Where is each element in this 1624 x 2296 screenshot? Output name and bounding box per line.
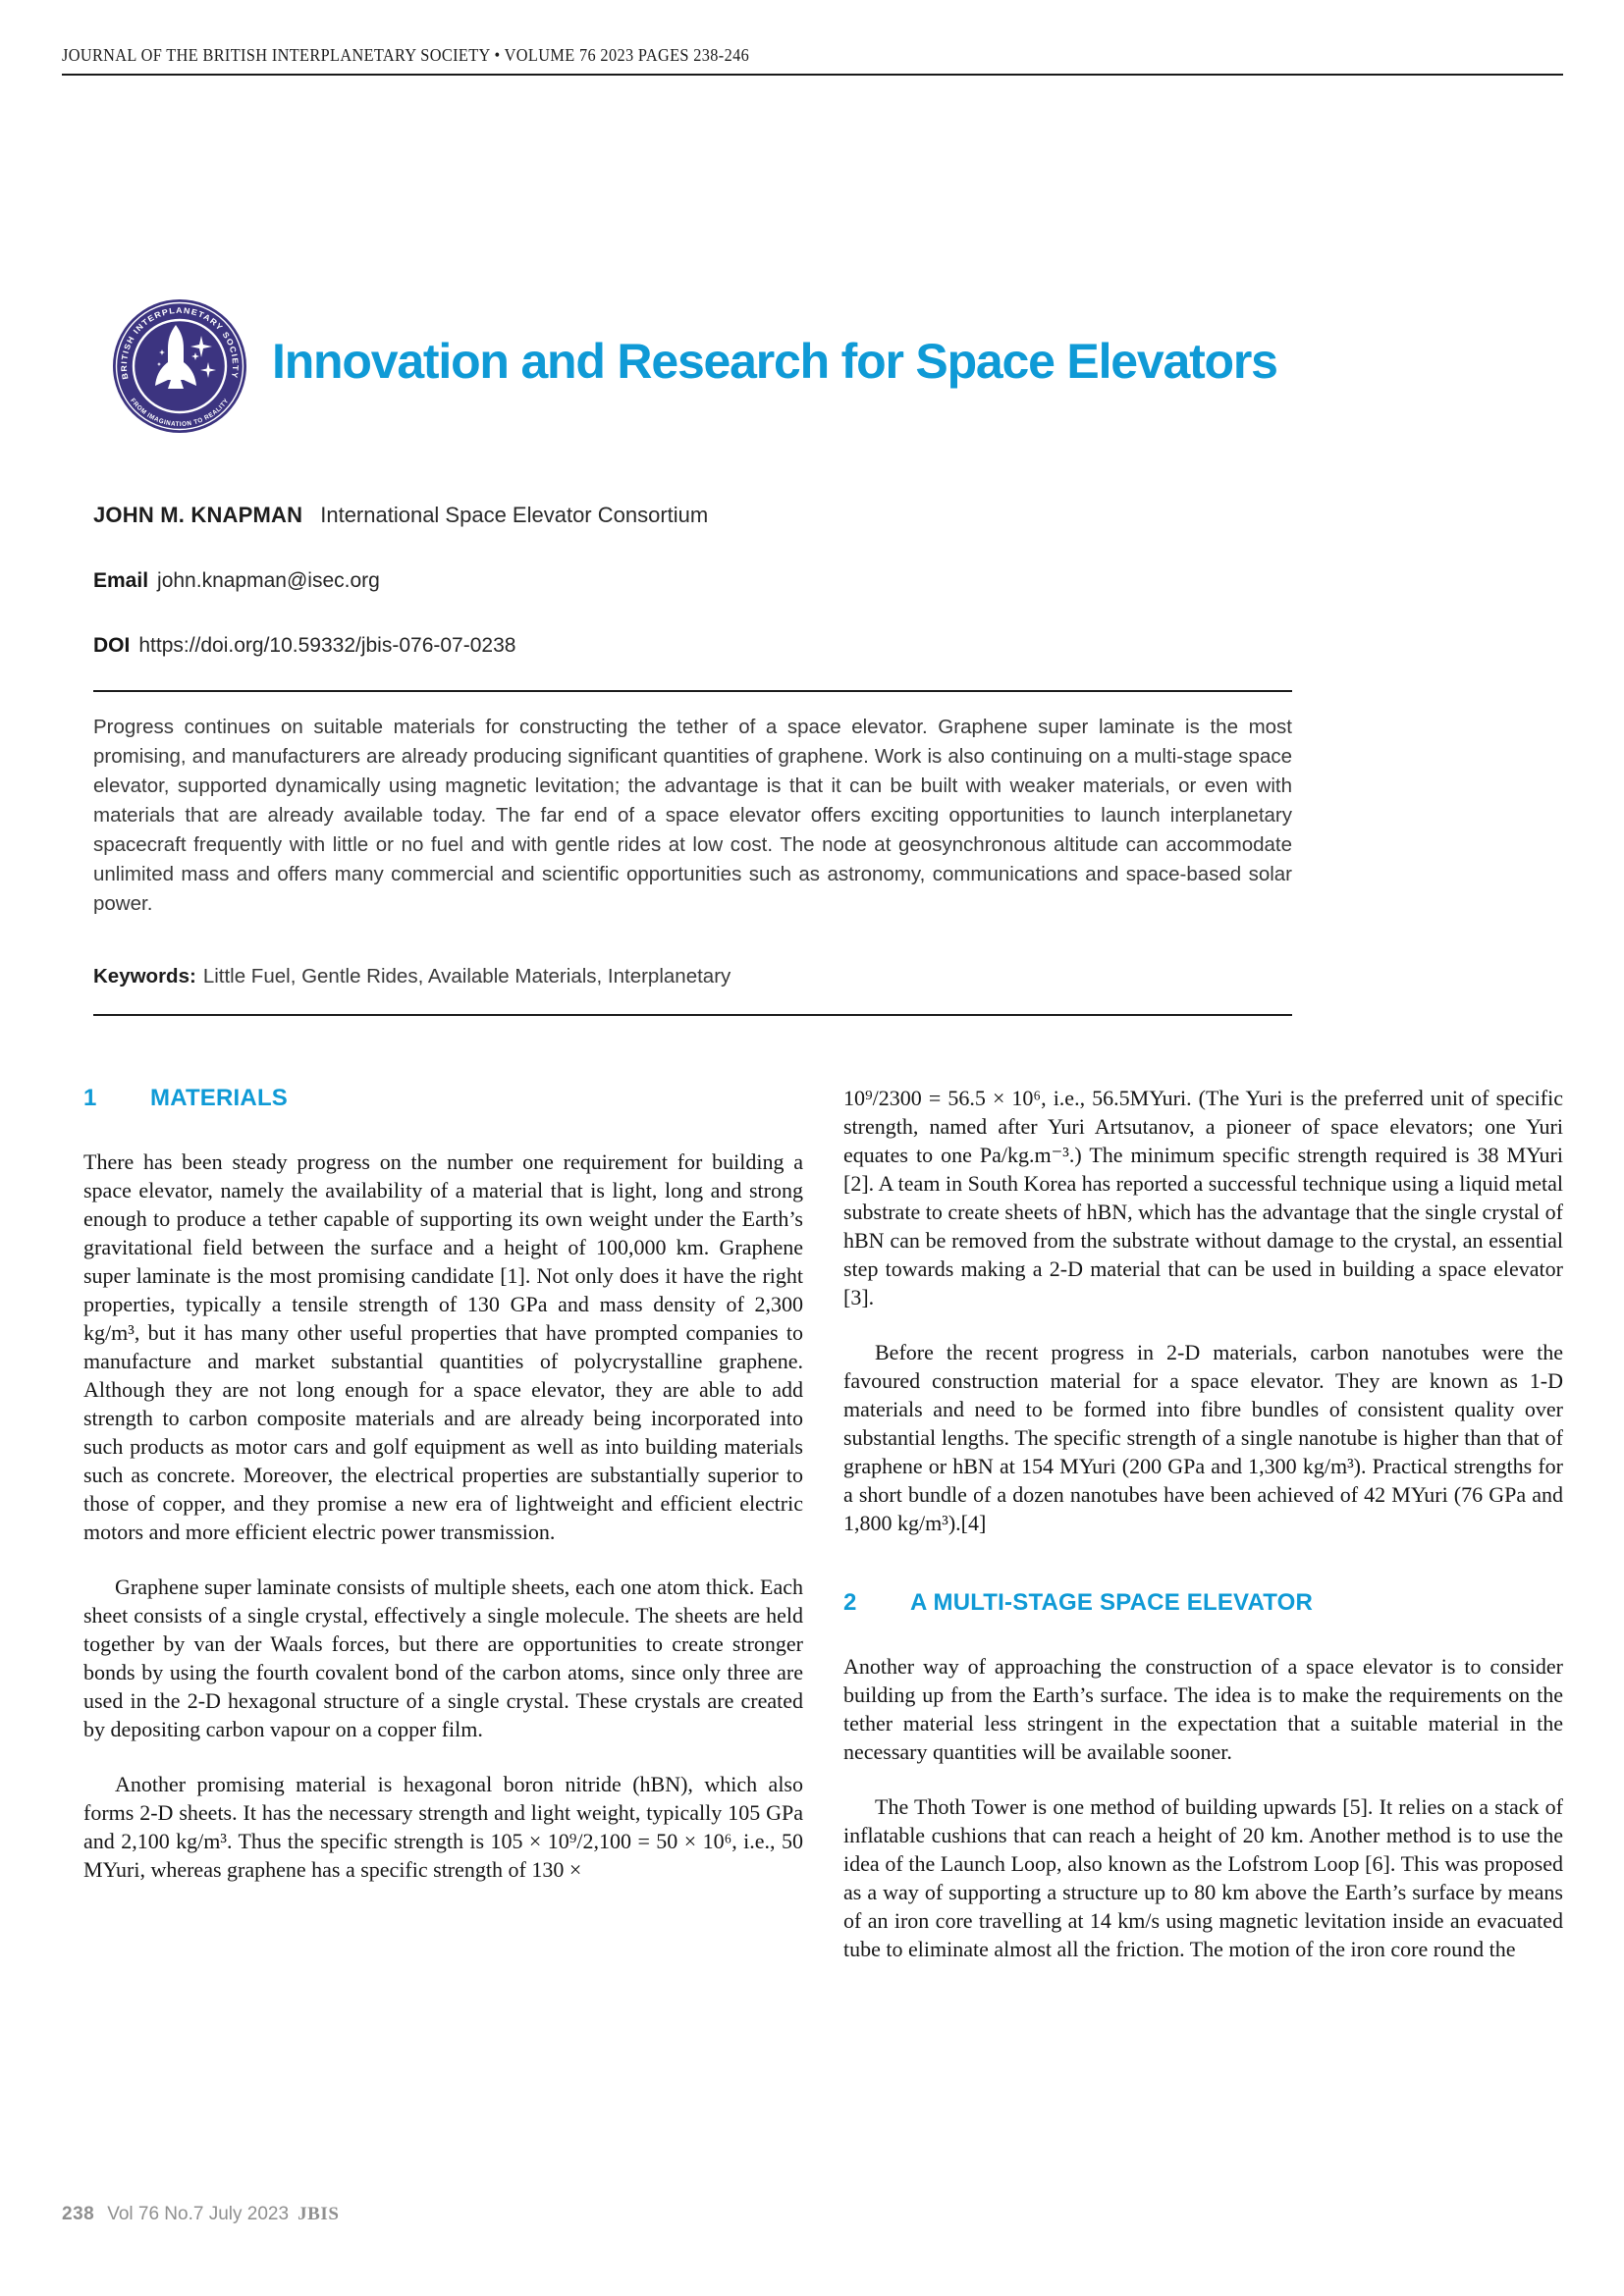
author-affiliation: International Space Elevator Consortium (320, 503, 709, 527)
abstract-divider-bottom (93, 1014, 1292, 1016)
bis-society-logo (111, 297, 248, 435)
body-column-right (843, 1084, 1563, 1963)
keywords-line (93, 965, 731, 988)
section-title: MATERIALS (150, 1085, 289, 1111)
logo-top-text: BRITISH INTERPLANETARY SOCIETY (119, 305, 241, 381)
body-paragraph: 10⁹/2300 = 56.5 × 10⁶, i.e., 56.5MYuri. (The Yuri is the preferred unit of specific strength, named after Yuri Artsutanov, a pioneer of space elevators; one Yuri equates to one Pa/kg.m⁻³.) The minimum specific strength required is 38 MYuri [2]. A team in South Korea has reported a successful technique using a liquid metal substrate to create sheets of hBN, which has the advantage that the single crystal of hBN can be removed from the substrate without damage to the crystal, an essential step towards making a 2-D material that can be used in building a space elevator [3]. (843, 1086, 1563, 1309)
email-value: john.knapman@isec.org (157, 569, 380, 592)
footer-journal-name: JBIS (298, 2204, 340, 2224)
section-heading (83, 1084, 803, 1112)
body-paragraph: Another promising material is hexagonal boron nitride (hBN), which also forms 2-D sheets. It has the necessary strength and light weight, typically 105 GPa and 2,100 kg/m³. Thus the specific strength is 105 × 10⁹/2,100 = 50 × 10⁶, i.e., 50 MYuri, whereas graphene has a specific strength of 130 × (83, 1772, 803, 1882)
email-line (93, 569, 380, 593)
doi-line (93, 634, 515, 658)
footer-issue: Vol 76 No.7 July 2023 (107, 2204, 290, 2224)
page-footer (62, 2204, 340, 2225)
body-paragraph: The Thoth Tower is one method of building upwards [5]. It relies on a stack of inflatable cushions that can reach a height of 20 km. Another method is to use the idea of the Launch Loop, also known as the Lofstrom Loop [6]. This was proposed as a way of supporting a structure up to 80 km above the Earth’s surface by means of an iron core travelling at 14 km/s using magnetic levitation inside an evacuated tube to eliminate almost all the friction. The motion of the iron core round the (843, 1794, 1563, 1961)
section-number: 1 (83, 1085, 97, 1111)
author-name: JOHN M. KNAPMAN (93, 503, 303, 527)
section-number: 2 (843, 1589, 857, 1616)
email-label: Email (93, 569, 149, 592)
section-title: A MULTI-STAGE SPACE ELEVATOR (910, 1589, 1314, 1616)
page-title: Innovation and Research for Space Elevators (272, 334, 1277, 389)
running-head: JOURNAL OF THE BRITISH INTERPLANETARY SOCIETY • VOLUME 76 2023 PAGES 238-246 (62, 45, 750, 65)
body-column-left (83, 1084, 803, 1963)
masthead (111, 297, 1277, 435)
doi-label: DOI (93, 634, 131, 657)
author-line (93, 503, 708, 528)
doi-value: https://doi.org/10.59332/jbis-076-07-0238 (138, 634, 516, 657)
header-divider (62, 74, 1563, 76)
keywords-label: Keywords: (93, 965, 196, 988)
keywords-value: Little Fuel, Gentle Rides, Available Materials, Interplanetary (202, 965, 731, 988)
body-paragraph: Graphene super laminate consists of multiple sheets, each one atom thick. Each sheet consists of a single crystal, effectively a single molecule. The sheets are held together by van der Waals forces, but there are opportunities to create stronger bonds by using the fourth covalent bond of the carbon atoms, since only three are used in the 2-D hexagonal structure of a single crystal. These crystals are created by depositing carbon vapour on a copper film. (83, 1575, 803, 1741)
body-paragraph: There has been steady progress on the number one requirement for building a space elevator, namely the availability of a material that is light, long and strong enough to produce a tether capable of supporting its own weight under the Earth’s gravitational field between the surface and a height of 100,000 km. Graphene super laminate is the most promising candidate [1]. Not only does it have the right properties, typically a tensile strength of 130 GPa and mass density of 2,300 kg/m³, but it has many other useful properties that have prompted companies to manufacture and market substantial quantities of polycrystalline graphene. Although they are not long enough for a space elevator, they are able to add strength to carbon composite materials and are already being incorporated into such products as motor cars and golf equipment as well as into building materials such as concrete. Moreover, the electrical properties are substantially superior to those of copper, and they promise a new era of lightweight and efficient electric motors and more efficient electric power transmission. (83, 1149, 803, 1544)
abstract: Progress continues on suitable materials for constructing the tether of a space elevator. Graphene super laminate is the most promising, and manufacturers are already producing significant quantities of graphene. Work is also continuing on a multi-stage space elevator, supported dynamically using magnetic levitation; the advantage is that it can be built with weaker materials, or even with materials that are already available today. The far end of a space elevator offers exciting opportunities to launch interplanetary spacecraft frequently with little or no fuel and with gentle rides at low cost. The node at geosynchronous altitude can accommodate unlimited mass and offers many commercial and scientific opportunities such as astronomy, communications and space-based solar power. (93, 716, 1292, 915)
body-paragraph: Before the recent progress in 2-D materials, carbon nanotubes were the favoured construction material for a space elevator. They are known as 1-D materials and need to be formed into fibre bundles of consistent quality over substantial lengths. The specific strength of a single nanotube is higher than that of graphene or hBN at 154 MYuri (200 GPa and 1,300 kg/m³). Practical strengths for a short bundle of a dozen nanotubes have been achieved of 42 MYuri (76 GPa and 1,800 kg/m³).[4] (843, 1340, 1563, 1535)
body-paragraph: Another way of approaching the construction of a space elevator is to consider building up from the Earth’s surface. The idea is to make the requirements on the tether material less stringent in the expectation that a suitable material in the necessary quantities will be available sooner. (843, 1654, 1563, 1764)
logo-bottom-text: FROM IMAGINATION TO REALITY (129, 397, 231, 429)
abstract-divider-top (93, 690, 1292, 692)
body-columns (83, 1084, 1563, 1963)
section-heading (843, 1588, 1563, 1617)
footer-page-number: 238 (62, 2204, 95, 2224)
